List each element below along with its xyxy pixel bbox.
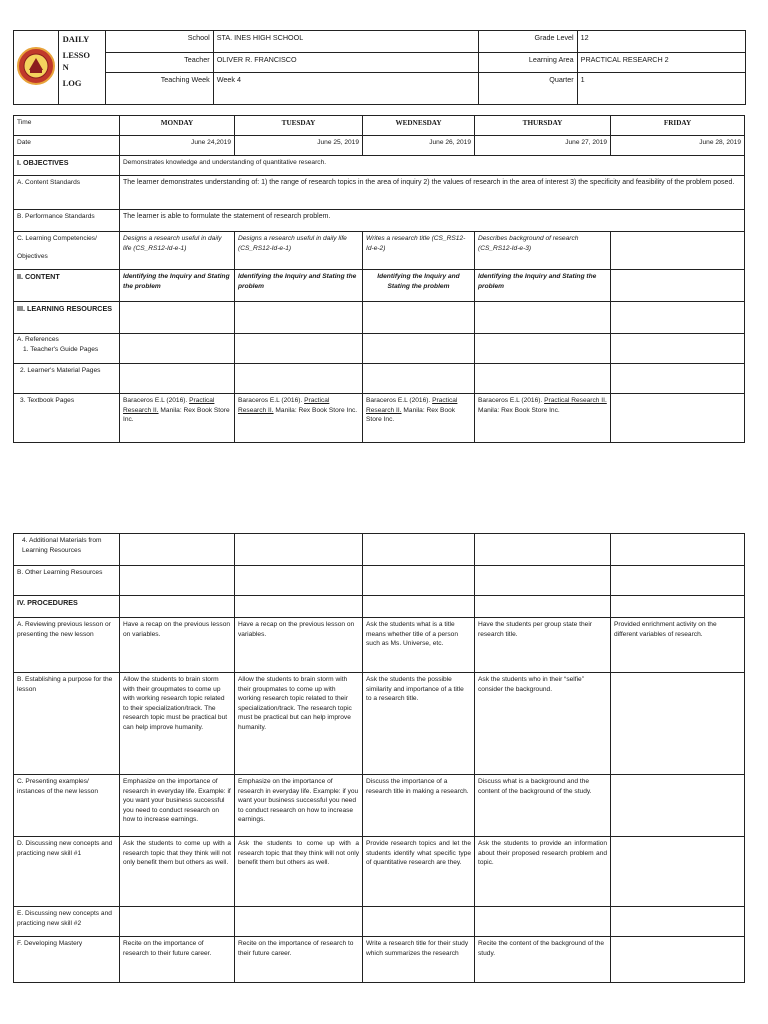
performance-standards-label: B. Performance Standards — [14, 210, 120, 232]
textbook-monday — [120, 394, 235, 443]
empty-cell — [363, 364, 475, 394]
procedure-cell: Emphasize on the importance of research in everyday life. Example: if you want your business successful you need to conduct research on how to increase earnings. — [235, 775, 363, 837]
procedure-cell — [235, 907, 363, 937]
grade-value: 12 — [577, 31, 745, 53]
other-resources-label: B. Other Learning Resources — [14, 566, 120, 596]
teacher-value: OLIVER R. FRANCISCO — [213, 53, 479, 73]
date-label: Date — [14, 136, 120, 156]
empty-cell — [611, 566, 745, 596]
competency-wednesday: Writes a research title (CS_RS12-Id-e-2) — [363, 232, 475, 270]
content-standards-label: A. Content Standards — [14, 176, 120, 210]
empty-cell — [611, 334, 745, 364]
empty-cell — [120, 566, 235, 596]
title-line: LESSO — [62, 50, 91, 61]
procedure-cell: Ask the students to come up with a research topic that they think will not only benefit them but others as well. — [235, 837, 363, 907]
procedure-cell: Have a recap on the previous lesson on variables. — [235, 618, 363, 673]
daily-lesson-log-title — [58, 31, 106, 105]
procedure-cell — [611, 837, 745, 907]
procedure-cell: Ask the students the possible similarity and importance of a title to a research title. — [363, 673, 475, 775]
date-thursday: June 27, 2019 — [475, 136, 611, 156]
procedure-c-label — [14, 775, 120, 837]
day-wednesday: WEDNESDAY — [363, 116, 475, 136]
textbook-title: Practical Research II. — [366, 397, 458, 414]
competency-monday: Designs a research useful in daily life (CS_RS12-Id-e-1) — [120, 232, 235, 270]
empty-cell — [475, 534, 611, 566]
quarter-value: 1 — [577, 73, 745, 105]
procedure-cell: Allow the students to brain storm with their groupmates to come up with working research topic related to their specialization/track. The research topic must be practical but can help improve humanity. — [120, 673, 235, 775]
empty-cell — [363, 302, 475, 334]
empty-cell — [475, 566, 611, 596]
textbook-author: Baraceros E.L (2016). — [238, 397, 303, 404]
lesson-table-top — [13, 115, 745, 443]
day-friday: FRIDAY — [611, 116, 745, 136]
textbook-title: Practical Research II. — [238, 397, 330, 414]
empty-cell — [235, 566, 363, 596]
day-monday: MONDAY — [120, 116, 235, 136]
procedure-cell: Recite on the importance of research to their future career. — [120, 937, 235, 983]
content-monday: Identifying the Inquiry and Stating the problem — [120, 270, 235, 302]
references-label: A. References — [17, 336, 59, 343]
school-seal — [14, 31, 59, 105]
competency-tuesday: Designs a research useful in daily life (CS_RS12-Id-e-1) — [235, 232, 363, 270]
teachers-guide-label: 1. Teacher's Guide Pages — [23, 345, 99, 353]
procedure-cell: Allow the students to brain storm with their groupmates to come up with working research topic related to their specialization/track. The research topic must be practical but can help improve humanity. — [235, 673, 363, 775]
procedure-cell: Ask the students who in their “selfie” consider the background. — [475, 673, 611, 775]
empty-cell — [611, 302, 745, 334]
textbook-publisher: Manila: Rex Book Store Inc. — [478, 406, 560, 414]
procedure-cell — [363, 907, 475, 937]
title-line: DAILY — [62, 34, 90, 44]
competencies-label — [14, 232, 120, 270]
procedure-cell: Ask the students what is a title means whether title of a person such as Ms. Universe, etc. — [363, 618, 475, 673]
procedure-cell: Discuss the importance of a research title in making a research. — [363, 775, 475, 837]
procedure-cell: Provide research topics and let the students identify what specific type of quantitative research are they. — [363, 837, 475, 907]
school-label: School — [106, 31, 213, 53]
time-label: Time — [14, 116, 120, 136]
empty-cell — [611, 534, 745, 566]
textbook-thursday — [475, 394, 611, 443]
title-line: LOG — [62, 78, 82, 89]
procedure-cell: Emphasize on the importance of research in everyday life. Example: if you want your business successful you need to conduct research on how to increase earnings. — [120, 775, 235, 837]
content-label: II. CONTENT — [14, 270, 120, 302]
empty-cell — [475, 334, 611, 364]
textbook-author: Baraceros E.L (2016). — [123, 397, 188, 404]
empty-cell — [120, 534, 235, 566]
content-friday — [611, 270, 745, 302]
procedure-cell: Have the students per group state their research title. — [475, 618, 611, 673]
empty-cell — [611, 364, 745, 394]
procedure-cell: Write a research title for their study which summarizes the research — [363, 937, 475, 983]
date-monday: June 24,2019 — [120, 136, 235, 156]
empty-cell — [120, 364, 235, 394]
procedure-e-label: E. Discussing new concepts and practicing new skill #2 — [14, 907, 120, 937]
empty-cell — [475, 302, 611, 334]
grade-label: Grade Level — [479, 31, 577, 53]
procedure-f-label: F. Developing Mastery — [14, 937, 120, 983]
references-cell — [14, 334, 120, 364]
title-line: N — [62, 61, 69, 72]
empty-cell — [475, 596, 611, 618]
header-table — [13, 30, 746, 105]
learners-material-label: 2. Learner's Material Pages — [14, 364, 120, 394]
procedure-cell: Discuss what is a background and the content of the background of the study. — [475, 775, 611, 837]
day-thursday: THURSDAY — [475, 116, 611, 136]
procedure-cell: Ask the students to come up with a research topic that they think will not only benefit them but others as well. — [120, 837, 235, 907]
objectives-text: Demonstrates knowledge and understanding of quantitative research. — [120, 156, 745, 176]
procedure-d-label: D. Discussing new concepts and practicing new skill #1 — [14, 837, 120, 907]
school-seal-icon — [16, 46, 56, 86]
procedure-a-label: A. Reviewing previous lesson or presenting the new lesson — [14, 618, 120, 673]
procedure-cell — [611, 673, 745, 775]
empty-cell — [120, 302, 235, 334]
empty-cell — [120, 596, 235, 618]
objectives-label: I. OBJECTIVES — [14, 156, 120, 176]
empty-cell — [235, 302, 363, 334]
procedure-cell: Have a recap on the previous lesson on variables. — [120, 618, 235, 673]
empty-cell — [235, 364, 363, 394]
competencies-label-line: C. Learning Competencies/ — [17, 235, 97, 242]
empty-cell — [611, 596, 745, 618]
procedure-cell: Ask the students to provide an information about their proposed research problem and topic. — [475, 837, 611, 907]
textbook-publisher: Manila: Rex Book Store Inc. — [123, 406, 230, 424]
additional-materials-label: 4. Additional Materials from Learning Resources — [14, 534, 120, 566]
performance-standards-text: The learner is able to formulate the statement of research problem. — [120, 210, 745, 232]
learning-resources-label: III. LEARNING RESOURCES — [14, 302, 120, 334]
textbook-author: Baraceros E.L (2016). — [366, 397, 431, 404]
day-tuesday: TUESDAY — [235, 116, 363, 136]
date-tuesday: June 25, 2019 — [235, 136, 363, 156]
content-thursday: Identifying the Inquiry and Stating the problem — [475, 270, 611, 302]
date-friday: June 28, 2019 — [611, 136, 745, 156]
empty-cell — [611, 394, 745, 443]
empty-cell — [475, 364, 611, 394]
competency-friday — [611, 232, 745, 270]
empty-cell — [363, 596, 475, 618]
competencies-label-line: Objectives — [17, 252, 48, 260]
date-wednesday: June 26, 2019 — [363, 136, 475, 156]
procedure-cell — [120, 907, 235, 937]
teacher-label: Teacher — [106, 53, 213, 73]
empty-cell — [235, 534, 363, 566]
quarter-label: Quarter — [479, 73, 577, 105]
textbook-title: Practical Research II. — [123, 397, 215, 414]
empty-cell — [363, 334, 475, 364]
procedure-cell: Recite the content of the background of the study. — [475, 937, 611, 983]
textbook-wednesday — [363, 394, 475, 443]
procedures-label: IV. PROCEDURES — [14, 596, 120, 618]
empty-cell — [363, 566, 475, 596]
textbook-author: Baraceros E.L (2016). — [478, 397, 543, 404]
empty-cell — [235, 334, 363, 364]
empty-cell — [363, 534, 475, 566]
procedure-cell — [611, 775, 745, 837]
procedure-cell: Recite on the importance of research to their future career. — [235, 937, 363, 983]
content-standards-text: The learner demonstrates understanding of: 1) the range of research topics in the area of inquiry 2) the values of research in the area of interest 3) the specificity and feasibility of the problem posed. — [120, 176, 745, 210]
textbook-publisher: Manila: Rex Book Store Inc. — [366, 406, 456, 424]
textbook-label: 3. Textbook Pages — [14, 394, 120, 443]
textbook-publisher: Manila: Rex Book Store Inc. — [275, 406, 358, 414]
empty-cell — [235, 596, 363, 618]
procedure-b-label: B. Establishing a purpose for the lesson — [14, 673, 120, 775]
week-value: Week 4 — [213, 73, 479, 105]
empty-cell — [120, 334, 235, 364]
content-tuesday: Identifying the Inquiry and Stating the problem — [235, 270, 363, 302]
content-wednesday: Identifying the Inquiry and Stating the problem — [363, 270, 475, 302]
procedure-cell — [475, 907, 611, 937]
textbook-title: Practical Research II. — [544, 397, 607, 404]
procedure-cell — [611, 907, 745, 937]
procedure-c-label-text: C. Presenting examples/ instances of the new lesson — [17, 778, 99, 795]
textbook-tuesday — [235, 394, 363, 443]
school-value: STA. INES HIGH SCHOOL — [213, 31, 479, 53]
procedure-cell: Provided enrichment activity on the different variables of research. — [611, 618, 745, 673]
area-value: PRACTICAL RESEARCH 2 — [577, 53, 745, 73]
area-label: Learning Area — [479, 53, 577, 73]
procedure-cell — [611, 937, 745, 983]
week-label: Teaching Week — [106, 73, 213, 105]
lesson-table-bottom — [13, 533, 745, 983]
competency-thursday: Describes background of research (CS_RS12-Id-e-3) — [475, 232, 611, 270]
